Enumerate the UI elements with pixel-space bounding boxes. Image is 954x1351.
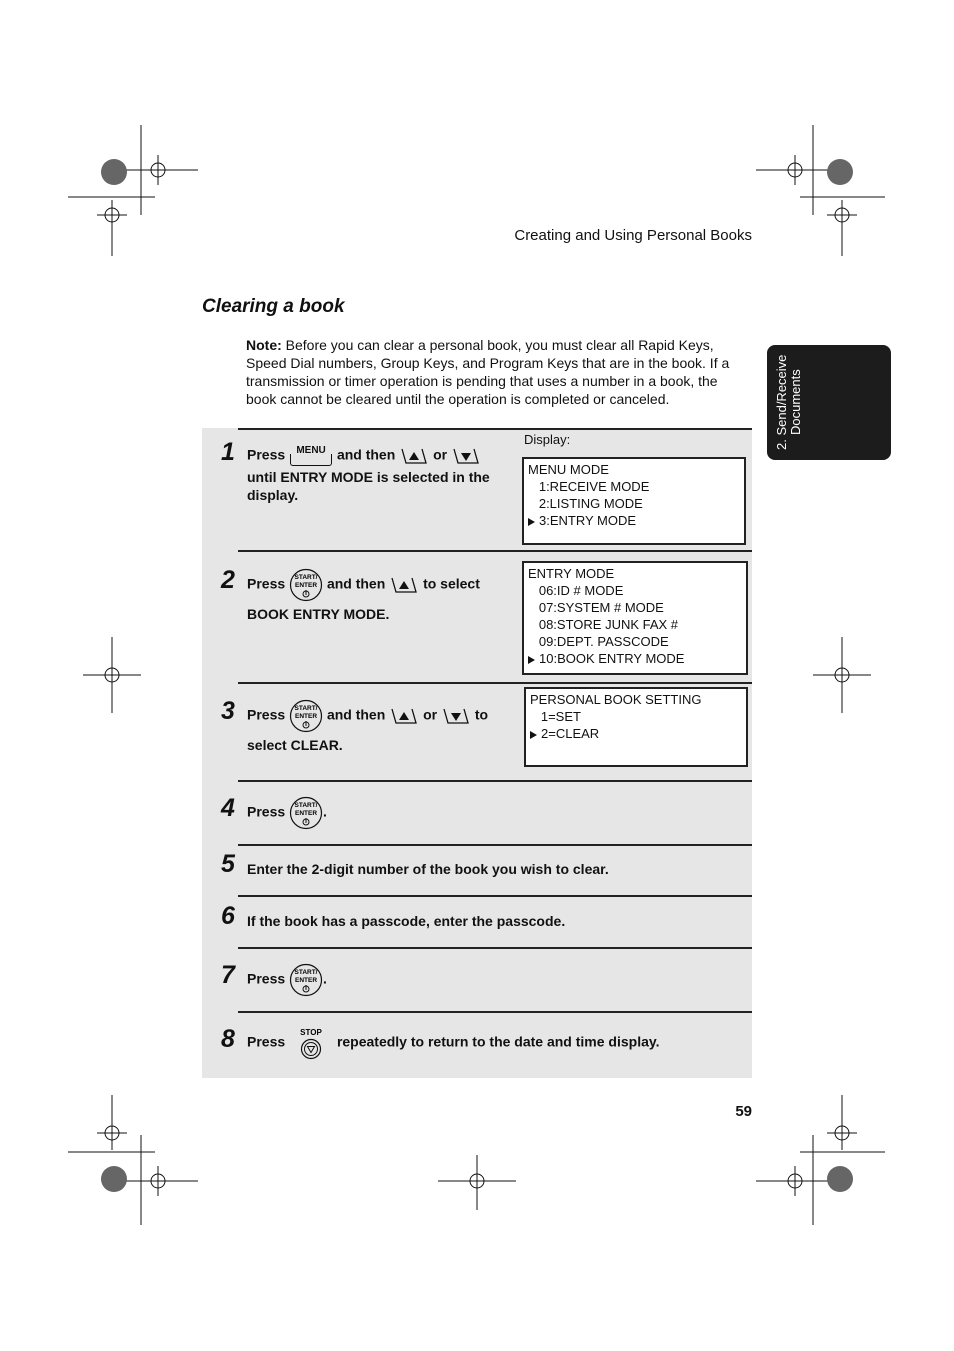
display-line: 1:RECEIVE MODE: [528, 479, 650, 494]
menu-key-icon: [289, 444, 333, 468]
step-label: Press: [247, 803, 286, 820]
step-label: BOOK ENTRY MODE.: [247, 606, 390, 622]
step-label: .: [323, 970, 327, 987]
display-line: PERSONAL BOOK SETTING: [530, 692, 702, 707]
step-label: or: [433, 446, 448, 463]
step-label: and then: [326, 575, 386, 592]
step-label: Press: [247, 575, 286, 592]
step-number: 2: [221, 566, 235, 594]
selection-arrow-icon: [530, 731, 537, 739]
down-arrow-key-icon: [451, 446, 481, 466]
step-2-text: [247, 568, 517, 627]
step-5-text: Enter the 2-digit number of the book you wish to clear.: [247, 861, 609, 877]
step-number: 5: [221, 850, 235, 878]
svg-text:START/: START/: [294, 969, 318, 976]
step-divider: [238, 428, 752, 430]
up-arrow-key-icon: [399, 446, 429, 466]
svg-text:STOP: STOP: [300, 1028, 322, 1037]
step-number: 7: [221, 961, 235, 989]
step-8-text: [247, 1026, 660, 1060]
down-arrow-key-icon: [441, 706, 471, 726]
svg-text:ENTER: ENTER: [295, 713, 318, 720]
lcd-display-1: [522, 457, 746, 545]
step-label: until ENTRY MODE is selected in the display.: [247, 469, 490, 503]
svg-text:ENTER: ENTER: [295, 582, 318, 589]
step-label: to: [474, 706, 489, 723]
chapter-tab: [767, 345, 891, 460]
step-divider: [238, 682, 752, 684]
step-divider: [238, 895, 752, 897]
step-label: Press: [247, 970, 286, 987]
display-line-selected: 10:BOOK ENTRY MODE: [539, 651, 685, 666]
step-1-text: [247, 444, 512, 504]
step-number: 4: [221, 794, 235, 822]
step-divider: [238, 947, 752, 949]
page-number: 59: [735, 1103, 752, 1120]
display-line: 09:DEPT. PASSCODE: [528, 634, 669, 649]
svg-text:START/: START/: [294, 574, 318, 581]
display-line: 2:LISTING MODE: [528, 496, 643, 511]
start-enter-key-icon: [289, 568, 323, 602]
step-label: to select: [423, 575, 480, 592]
step-3-text: [247, 699, 517, 758]
step-number: 8: [221, 1025, 235, 1053]
selection-arrow-icon: [528, 518, 535, 526]
step-label: and then: [336, 446, 396, 463]
step-number: 1: [221, 438, 235, 466]
display-line-selected: 2=CLEAR: [541, 726, 600, 741]
step-number: 3: [221, 697, 235, 725]
step-7-text: [247, 963, 327, 997]
display-line: MENU MODE: [528, 462, 609, 477]
step-number: 6: [221, 902, 235, 930]
step-divider: [238, 1011, 752, 1013]
step-6-text: If the book has a passcode, enter the passcode.: [247, 913, 566, 929]
step-label: .: [323, 803, 327, 820]
step-divider: [238, 844, 752, 846]
chapter-tab-label: 2. Send/Receive Documents: [774, 354, 803, 451]
selection-arrow-icon: [528, 656, 535, 664]
start-enter-key-icon: [289, 796, 323, 830]
step-label: Press: [247, 706, 286, 723]
stop-key-icon: [297, 1026, 325, 1060]
lcd-display-2: [522, 561, 748, 675]
note-label: Note:: [246, 337, 282, 353]
up-arrow-key-icon: [389, 706, 419, 726]
note-paragraph: [246, 336, 746, 408]
step-label: Press: [247, 1033, 286, 1050]
display-line: 08:STORE JUNK FAX #: [528, 617, 679, 632]
display-line: 1=SET: [530, 709, 581, 724]
step-divider: [238, 780, 752, 782]
start-enter-key-icon: [289, 963, 323, 997]
section-title: Clearing a book: [202, 296, 345, 317]
svg-text:ENTER: ENTER: [295, 810, 318, 817]
up-arrow-key-icon: [389, 575, 419, 595]
step-label: or: [423, 706, 438, 723]
step-label: select CLEAR.: [247, 737, 343, 753]
svg-text:START/: START/: [294, 705, 318, 712]
step-label: and then: [326, 706, 386, 723]
step-label: repeatedly to return to the date and time display.: [336, 1033, 660, 1050]
lcd-display-3: [524, 687, 748, 767]
step-4-text: [247, 796, 327, 830]
display-line: 07:SYSTEM # MODE: [528, 600, 664, 615]
step-label: Press: [247, 446, 286, 463]
display-line-selected: 3:ENTRY MODE: [539, 513, 637, 528]
running-header: Creating and Using Personal Books: [514, 227, 752, 244]
note-text: Before you can clear a personal book, you must clear all Rapid Keys, Speed Dial numbers, Group Keys, and Program Keys that are in the book. If a transmission or timer operation is pending that uses a number in a book, the book cannot be cleared until the operation is completed or canceled.: [246, 337, 730, 407]
start-enter-key-icon: [289, 699, 323, 733]
menu-key-label: MENU: [296, 445, 326, 456]
svg-text:ENTER: ENTER: [295, 977, 318, 984]
display-label: Display:: [524, 432, 571, 447]
display-line: ENTRY MODE: [528, 566, 615, 581]
svg-text:START/: START/: [294, 802, 318, 809]
step-divider: [238, 550, 752, 552]
display-line: 06:ID # MODE: [528, 583, 624, 598]
